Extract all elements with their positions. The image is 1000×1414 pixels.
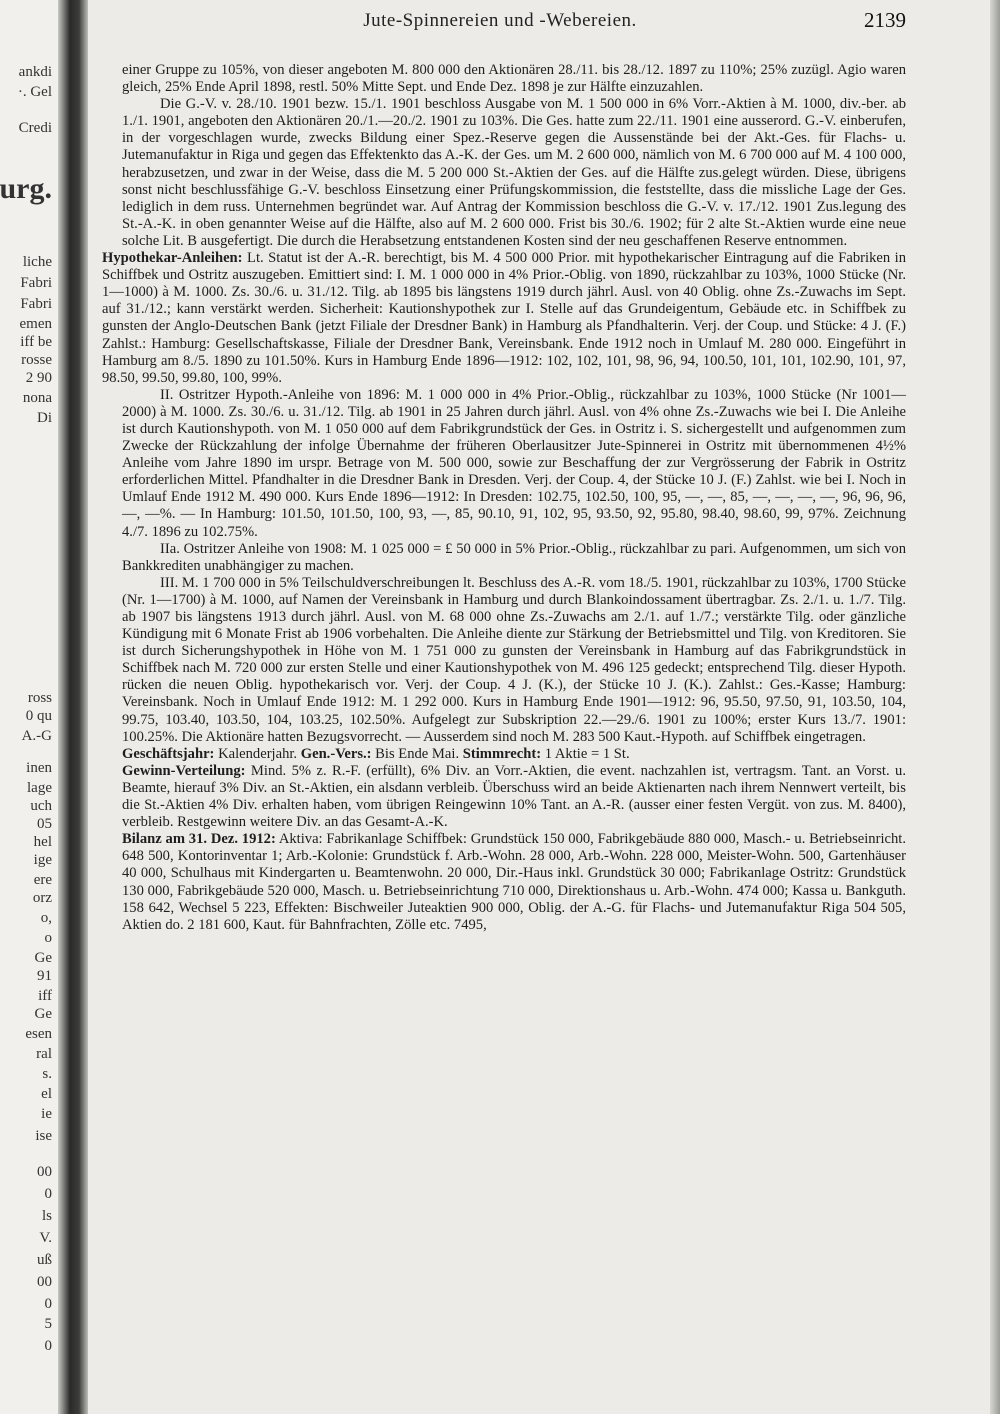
left-margin-fragment: iff be	[20, 334, 52, 350]
paragraph-capital-history	[122, 62, 906, 96]
left-margin-fragment: Ge	[34, 1006, 52, 1022]
left-margin-fragment: 0 qu	[25, 708, 52, 724]
left-margin-fragment: el	[41, 1086, 52, 1102]
left-margin-fragment: lage	[27, 780, 52, 796]
left-margin-fragment: Fabri	[20, 296, 52, 312]
paragraph-text: Lt. Statut ist der A.-R. berechtigt, bis M. 4 500 000 Prior. mit hypothekarischer Eintragung auf die Fabriken in Schiffbek und Ostritz auszugeben. Emittiert sind: I. M. 1 000 000 in 4% Prior.-Oblig. von 1890, rückzahlbar zu 103%, 1000 Stücke (Nr. 1—1000) à M. 1000. Zs. 30./6. u. 31./12. Tilg. ab 1895 bis längstens 1919 durch jährl. Ausl. von 40 Oblig. ohne Zs.-Zuwachs im Sept. auf 31./12.; kann verstärkt werden. Sicherheit: Kautionshypothek zur I. Stelle auf das Grundeigentum, Gebäude etc. in Schiffbek zu gunsten der Anglo-Deutschen Bank (jetzt Filiale der Dresdner Bank) in Hamburg als Pfandhalterin. Verj. der Coup. und Stücke: 4 J. (F.) Zahlst.: Hamburg: Gesellschaftskasse, Filiale der Dresdner Bank, Vereinsbank. Ende 1912 noch in Umlauf M. 280 000. Eingeführt in Hamburg am 8./5. 1890 zu 101.50%. Kurs in Hamburg Ende 1896—1912: 102, 102, 101, 98, 96, 94, 100.50, 101, 101, 102.90, 101, 97, 98.50, 99.50, 99.80, 100, 99%.	[102, 250, 906, 386]
left-margin-fragment: ral	[36, 1046, 52, 1062]
left-margin-fragment: 00	[37, 1274, 52, 1290]
left-margin-fragment: ·. Gel	[17, 84, 52, 100]
left-margin-fragment: 91	[37, 968, 52, 984]
left-neighbour-page-strip	[0, 0, 62, 1414]
left-margin-fragment: 0	[44, 1338, 52, 1354]
left-margin-fragment: 0	[44, 1296, 52, 1312]
left-margin-fragment: hel	[33, 834, 52, 850]
paragraph-text: Die G.-V. v. 28./10. 1901 bezw. 15./1. 1901 beschloss Ausgabe von M. 1 500 000 in 6% Vorr.-Aktien à M. 1000, div.-ber. ab 1./1. 1901, angeboten den Aktionären 20./1.—20./2. 1901 zu 103%. Die Ges. hatte zum 22./11. 1901 eine ausserord. G.-V. einberufen, in der vorgeschlagen wurde, zwecks Bildung einer Spez.-Reserve gegen die Aussenstände bei der Akt.-Ges. für Flachs- u. Jutemanufaktur in Riga und gegen das Effektenkto das A.-K. der Ges. um M. 2 600 000, nämlich von M. 6 700 000 auf M. 4 100 000, herabzusetzen, und zwar in der Weise, dass die M. 5 200 000 St.-Aktien der Ges. auf die Hälfte zus.gelegt würden. Diese, übrigens sonst nicht beschlussfähige G.-V. beschloss Einsetzung einer Prüfungskommission, die feststellte, dass die missliche Lage der Ges. lediglich in dem russ. Unternehmen begründet war. Auf Antrag der Kommission beschloss die G.-V. v. 17./12. 1901 Zus.legung des St.-A.-K. in oben genannter Weise auf die Hälfte, also auf M. 2 600 000. Frist bis 30./6. 1902; für 2 alte St.-Aktien wurde eine neue solche Lit. B ausgefertigt. Die durch die Herabsetzung entstandenen Kosten sind der neu geschaffenen Reserve entnommen.	[122, 96, 906, 249]
left-margin-fragment: inen	[26, 760, 52, 776]
main-text-column	[102, 62, 906, 1402]
left-margin-fragment: ankdi	[18, 64, 52, 80]
left-margin-fragment: ls	[41, 1208, 52, 1224]
left-margin-fragment: o	[44, 930, 52, 946]
left-margin-fragment: 05	[37, 816, 52, 832]
paragraph-fiscal-year	[122, 746, 906, 763]
paragraph-text: Bis Ende Mai.	[371, 745, 463, 762]
left-margin-fragment: ie	[41, 1106, 52, 1122]
left-margin-fragment: 2 90	[25, 370, 52, 386]
left-margin-fragment: iff	[38, 988, 52, 1004]
section-heading: Stimmrecht:	[462, 745, 542, 762]
left-margin-fragment: o,	[40, 910, 52, 926]
left-margin-fragment: 5	[44, 1316, 52, 1332]
left-margin-fragment: ere	[33, 872, 52, 888]
running-title: Jute-Spinnereien und -Webereien.	[363, 10, 637, 31]
left-margin-fragment: uß	[37, 1252, 52, 1268]
left-margin-fragment: esen	[25, 1026, 52, 1042]
left-margin-fragment: s.	[42, 1066, 52, 1082]
paragraph-ostritz-loan-1896	[122, 387, 906, 541]
paragraph-mortgage-loans	[102, 250, 906, 387]
paragraph-text: Kalenderjahr.	[214, 745, 301, 762]
left-margin-fragment: urg.	[0, 172, 52, 205]
left-margin-fragment: A.-G	[21, 728, 52, 744]
left-margin-fragment: 00	[37, 1164, 52, 1180]
left-margin-fragment: ige	[33, 852, 52, 868]
paragraph-text: einer Gruppe zu 105%, von dieser angeboten M. 800 000 den Aktionären 28./11. bis 28./12. 1897 zu 110%; 25% zuzügl. Agio waren gleich, 25% Ende April 1898, restl. 50% Mitte Sept. und Ende Dez. 1898 je zur Hälfte einzuzahlen.	[122, 62, 906, 96]
left-margin-fragment: ise	[35, 1128, 52, 1144]
left-margin-fragment: emen	[19, 316, 52, 332]
paragraph-text: IIa. Ostritzer Anleihe von 1908: M. 1 025 000 = £ 50 000 in 5% Prior.-Oblig., rückzahlbar zu pari. Aufgenommen, um sich von Bankkrediten unabhängiger zu machen.	[122, 540, 906, 574]
left-margin-fragment: Di	[37, 410, 52, 426]
left-margin-fragment: liche	[22, 254, 52, 270]
paragraph-text: II. Ostritzer Hypoth.-Anleihe von 1896: M. 1 000 000 in 4% Prior.-Oblig., rückzahlbar zu 103%, 1000 Stücke (Nr 1001—2000) à M. 1000. Zs. 30./6. u. 31./12. Tilg. ab 1901 in 25 Jahren durch jährl. Ausl. von 4% ohne Zs.-Zuwachs wie bei I. Die Anleihe ist durch Kautionshypoth. von M. 1 050 000 auf dem Fabrikgrundstück der Ges. in Ostritz i. S. sichergestellt und aufgenommen zum Zwecke der Rückzahlung der infolge Übernahme der früheren Oberlausitzer Jute-Spinnerei in Ostritz mit übernommenen 4½% Anleihe vom Jahre 1890 im urspr. Betrage von M. 500 000, sowie zur Beschaffung der zur Vergrösserung der Fabrik in Ostritz erforderlichen Mittel. Pfandhalter in die Dresdner Bank in Dresden. Verj. der Coup. 4, der Stücke 10 J. (F.) Zahlst. wie bei I. Noch in Umlauf Ende 1912 M. 490 000. Kurs Ende 1896—1912: In Dresden: 102.75, 102.50, 100, 95, —, —, 85, —, —, —, —, 96, 96, 96, —, —%. — In Hamburg: 101.50, 101.50, 100, 93, —, 85, 90.10, 91, 102, 95, 93.50, 92, 95.80, 98.40, 98.60, 99, 97%. Zeichnung 4./7. 1896 zu 102.75%.	[122, 386, 906, 540]
left-margin-fragment: Fabri	[20, 275, 52, 291]
paragraph-bonds-iii	[122, 575, 906, 746]
paragraph-text: III. M. 1 700 000 in 5% Teilschuldverschreibungen lt. Beschluss des A.-R. vom 18./5. 1901, rückzahlbar zu 103%, 1700 Stücke (Nr. 1—1700) à M. 1000, auf Namen der Vereinsbank in Hamburg und durch Blankoindossament übertragbar. Zs. 2./1. u. 1./7. Tilg. ab 1907 bis längstens 1913 durch jährl. Ausl. von M. 68 000 ohne Zs.-Zuwachs am 2./1. auf 1./7.; verstärkte Tilg. oder gänzliche Kündigung mit 6 Monate Frist ab 1906 vorbehalten. Die Anleihe diente zur Stärkung der Betriebsmittel und Tilg. von Kreditoren. Sie ist durch Sicherungshypothek in Höhe von M. 1 751 000 zu gunsten der Vereinsbank in Hamburg auf das Fabrikgrundstück in Schiffbek nach M. 720 000 zur ersten Stelle und einer Kautionshypothek von M. 496 125 gedeckt; entsprechend Tilg. dieser Hypoth. rücken die neuen Oblig. hypothekarisch vor. Verj. der Coup. 4 J. (K.), der Stücke 10 J. (K.). Zahlst.: Ges.-Kasse; Hamburg: Vereinsbank. Noch in Umlauf Ende 1912: M. 1 292 000. Kurs in Hamburg Ende 1901—1912: 96, 95.50, 97.50, 91, 103.50, 104, 99.75, 103.40, 103.50, 104, 103.25, 102.50%. Aufgelegt zur Subskription 22.—29./6. 1901 zu 100%; erster Kurs 13./7. 1901: 100.25%. Die Aktionäre hatten Bezugsvorrecht. — Ausserdem sind noch M. 283 500 Kaut.-Hypoth. auf Schiffbek eingetragen.	[122, 574, 906, 745]
right-page-edge	[990, 0, 1000, 1414]
section-heading: Geschäftsjahr:	[122, 745, 215, 762]
left-margin-fragment: Ge	[34, 950, 52, 966]
left-margin-fragment: Credi	[18, 120, 52, 136]
paragraph-text: Aktiva: Fabrikanlage Schiffbek: Grundstück 150 000, Fabrikgebäude 880 000, Masch.- u. Betriebseinricht. 648 500, Kontorinventar 1; Arb.-Kolonie: Grundstück f. Arb.-Wohn. 28 000, Arb.-Wohn. 228 000, Meister-Wohn. 500, Gartenhäuser 40 000, Schulhaus mit Kindergarten u. Beamtenwohn. 20 000, Dir.-Haus inkl. Grundstück 30 000; Fabrikanlage Ostritz: Grundstück 130 000, Fabrikgebäude 520 000, Masch. u. Betriebseinrichtung 710 000, Direktionshaus u. Arb.-Wohn. 474 000; Kassa u. Bankguth. 158 642, Wechsel 5 223, Effekten: Bischweiler Juteaktien 900 000, Oblig. der A.-G. für Flachs- und Jutemanufaktur Riga 504 505, Aktien do. 2 181 600, Kaut. für Bahnfrachten, Zölle etc. 7495,	[122, 831, 906, 933]
paragraph-ostritz-loan-1908	[122, 541, 906, 575]
paragraph-profit-distribution	[122, 763, 906, 831]
paragraph-preferred-shares	[122, 96, 906, 250]
paragraph-balance-sheet	[122, 831, 906, 934]
left-margin-fragment: rosse	[21, 352, 52, 368]
paragraph-text: Mind. 5% z. R.-F. (erfüllt), 6% Div. an Vorr.-Aktien, die event. nachzahlen ist, vertragsm. Tant. an Vorst. u. Beamte, hierauf 3% Div. an St.-Aktien, ein alsdann verbleib. Überschuss wird an beide Aktienarten nach ihrem Nennwert verteilt, bis die St.-Aktien 4% Div. erhalten haben, vom übrigen Reingewinn 10% Tant. an A.-R. (ausser einer festen Vergüt. von zus. M. 8400), verbleib. Restgewinn weitere Div. an das Gesamt-A.-K.	[122, 762, 906, 831]
left-margin-fragment: V.	[39, 1230, 52, 1246]
left-margin-fragment: ross	[27, 690, 52, 706]
left-margin-fragment: 0	[44, 1186, 52, 1202]
section-heading: Gewinn-Verteilung:	[122, 762, 246, 779]
book-gutter-shadow	[58, 0, 88, 1414]
left-margin-fragment: orz	[32, 890, 52, 906]
section-heading: Hypothekar-Anleihen:	[102, 250, 243, 267]
left-margin-fragment: nona	[22, 390, 52, 406]
paragraph-text: 1 Aktie = 1 St.	[541, 745, 630, 762]
section-heading: Bilanz am 31. Dez. 1912:	[122, 831, 276, 848]
section-heading: Gen.-Vers.:	[300, 745, 372, 762]
left-margin-fragment: uch	[30, 798, 52, 814]
page-number: 2139	[864, 8, 906, 32]
